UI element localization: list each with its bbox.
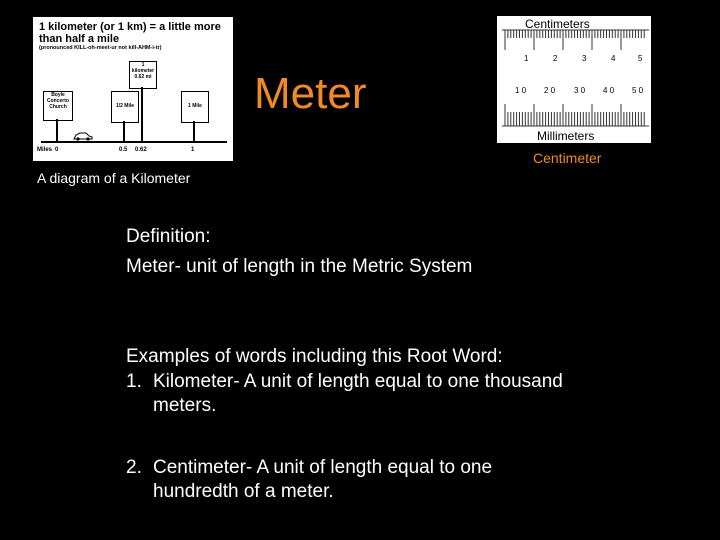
cm-number: 3 — [582, 54, 587, 63]
one-mile-sign: 1 Mile — [181, 91, 209, 123]
mm-number: 4 0 — [603, 86, 615, 95]
mm-number: 1 0 — [515, 86, 527, 95]
km-diagram-pronunciation: (pronounced KILL-oh-meet-ur not kill-AHM-i-tr) — [39, 45, 162, 51]
axis-1-label: 1 — [191, 147, 195, 153]
examples-heading: Examples of words including this Root Word: — [126, 346, 503, 367]
km-diagram-heading: 1 kilometer (or 1 km) = a little more than half a mile — [39, 21, 221, 45]
sign-post — [56, 119, 58, 141]
cm-number: 2 — [553, 54, 558, 63]
example-number: 2. — [126, 457, 142, 478]
example-text: Kilometer- A unit of length equal to one thousand meters. — [153, 371, 563, 416]
cm-number: 5 — [638, 54, 643, 63]
half-mile-sign: 1/2 Mile — [111, 91, 139, 123]
sign-post — [193, 121, 195, 141]
definition-text: Meter- unit of length in the Metric System — [126, 256, 473, 277]
cm-number: 4 — [611, 54, 616, 63]
example-text: Centimeter- A unit of length equal to one hundredth of a meter. — [153, 457, 493, 502]
ruler-image — [497, 16, 651, 143]
axis-062-label: 0.62 — [135, 147, 147, 153]
definition-heading: Definition: — [126, 226, 211, 247]
kilometer-diagram-image — [33, 17, 233, 161]
road-line — [41, 141, 227, 143]
axis-miles-label: Miles — [37, 147, 53, 153]
centimeters-title: Centimeters — [525, 17, 590, 31]
sign-post — [141, 87, 143, 141]
kilometer-caption: A diagram of a Kilometer — [37, 170, 191, 186]
mm-number: 2 0 — [544, 86, 556, 95]
millimeters-title: Millimeters — [537, 129, 595, 143]
church-sign: Boyle Concerto Church — [43, 91, 73, 121]
mm-number: 3 0 — [574, 86, 586, 95]
ruler-ticks — [497, 16, 651, 143]
slide-title: Meter — [254, 69, 367, 118]
axis-0-label: 0 — [55, 147, 59, 153]
car-icon — [73, 131, 93, 141]
example-number: 1. — [126, 371, 142, 392]
cm-number: 1 — [524, 54, 529, 63]
centimeter-caption: Centimeter — [533, 150, 602, 166]
sign-post — [123, 121, 125, 141]
mm-number: 5 0 — [632, 86, 644, 95]
kilometer-sign: 1 kilometer 0.62 mi — [129, 61, 157, 89]
axis-05-label: 0.5 — [119, 147, 128, 153]
